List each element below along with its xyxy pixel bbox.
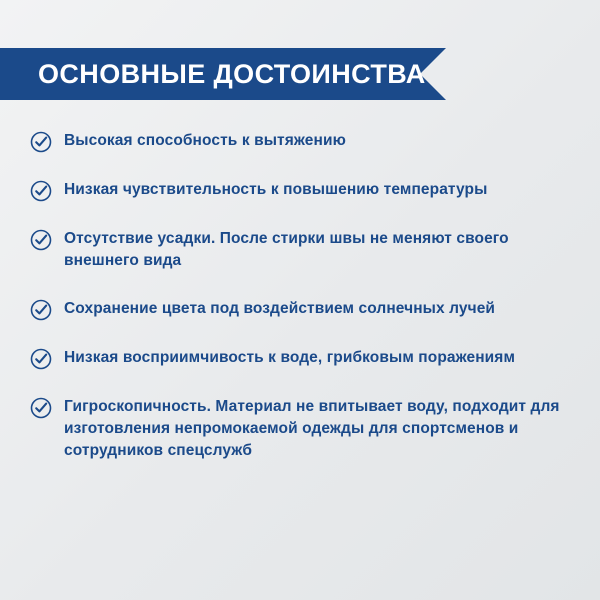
list-item-label: Низкая чувствительность к повышению температуры [64,181,488,198]
check-circle-icon [30,180,52,202]
list-item-label: Высокая способность к вытяжению [64,132,346,149]
list-item-label: Гигроскопичность. Материал не впитывает воду, подходит для изготовления непромокаемой одежды для спортсменов и сотрудников спецслужб [64,398,560,459]
check-circle-icon [30,131,52,153]
list-item-label: Сохранение цвета под воздействием солнечных лучей [64,300,496,317]
list-item [30,396,576,462]
list-item [30,228,576,272]
banner [0,48,465,100]
list-item-label: Отсутствие усадки. После стирки швы не меняют своего внешнего вида [64,230,509,269]
check-circle-icon [30,397,52,419]
check-circle-icon [30,348,52,370]
check-circle-icon [30,229,52,251]
list-item [30,347,576,370]
list-item [30,298,576,321]
check-circle-icon [30,299,52,321]
list-item [30,130,576,153]
page-title: ОСНОВНЫЕ ДОСТОИНСТВА [38,59,426,89]
list-item [30,179,576,202]
advantages-list [30,130,576,488]
list-item-label: Низкая восприимчивость к воде, грибковым поражениям [64,349,516,366]
